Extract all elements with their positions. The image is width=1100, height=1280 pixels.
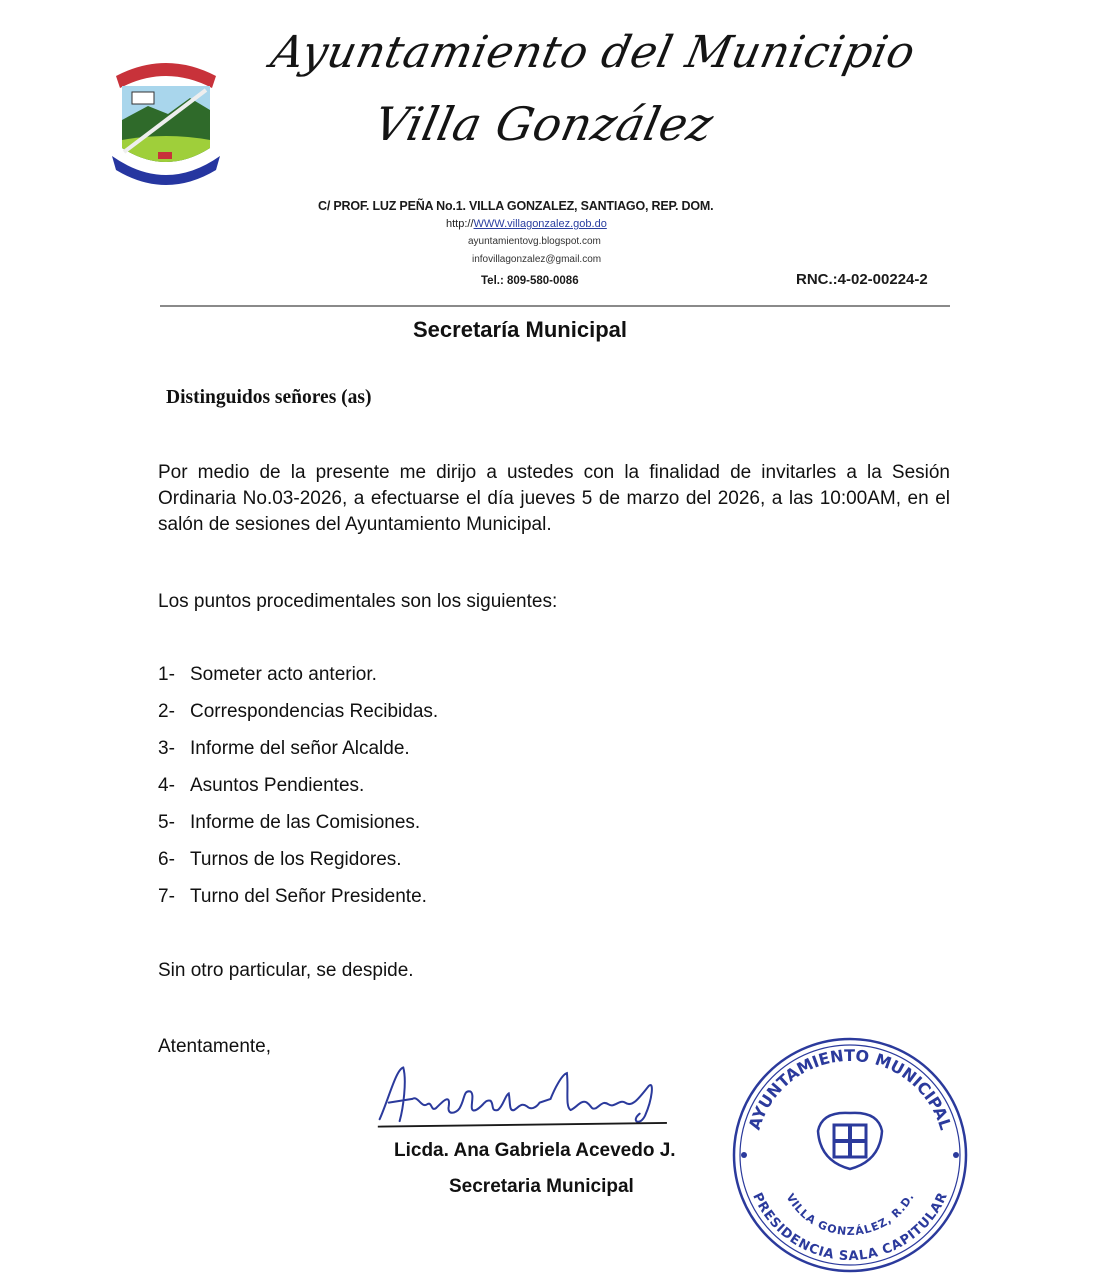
letterhead-email: infovillagonzalez@gmail.com [472, 254, 602, 265]
stamp-bottom-text: PRESIDENCIA SALA CAPITULAR [749, 1190, 951, 1264]
letterhead-website [446, 217, 607, 231]
agenda-item [158, 699, 438, 736]
section-title: Secretaría Municipal [413, 317, 627, 342]
signer-role: Secretaria Municipal [449, 1176, 634, 1197]
agenda-item-number: 4- [158, 775, 175, 796]
agenda-list [158, 662, 438, 921]
header-divider [160, 305, 950, 307]
coat-of-arms-icon [818, 1113, 882, 1169]
agenda-item-text: Correspondencias Recibidas. [190, 701, 439, 722]
agenda-item [158, 884, 438, 921]
letterhead-blog: ayuntamientovg.blogspot.com [468, 236, 601, 247]
agenda-item-text: Informe de las Comisiones. [190, 812, 421, 833]
agenda-item-number: 5- [158, 812, 175, 833]
agenda-item-number: 3- [158, 738, 175, 759]
agenda-item-text: Informe del señor Alcalde. [190, 738, 410, 759]
logo-top-ribbon [116, 63, 216, 88]
agenda-item-text: Turnos de los Regidores. [190, 849, 402, 870]
agenda-item-number: 2- [158, 701, 175, 722]
handwritten-signature [376, 1062, 676, 1134]
agenda-item-number: 1- [158, 664, 175, 685]
website-prefix: http:// [446, 218, 474, 230]
closing-line: Sin otro particular, se despide. [158, 960, 414, 981]
agenda-item-number: 6- [158, 849, 175, 870]
agenda-item [158, 810, 438, 847]
municipal-coat-of-arms-logo [108, 48, 224, 194]
letterhead-phone: Tel.: 809-580-0086 [481, 275, 579, 287]
agenda-item [158, 736, 438, 773]
agenda-item [158, 773, 438, 810]
body-paragraph: Por medio de la presente me dirijo a ustedes con la finalidad de invitarles a la Sesión Ordinaria No.03-2026, a efectuarse el día jueves 5 de marzo del 2026, a las 10:00AM, en el salón de sesiones del Ayuntamiento Municipal. [158, 462, 950, 535]
agenda-item-text: Someter acto anterior. [190, 664, 377, 685]
agenda-item-number: 7- [158, 886, 175, 907]
website-link[interactable]: WWW.villagonzalez.gob.do [473, 218, 607, 230]
letterhead-address: C/ PROF. LUZ PEÑA No.1. VILLA GONZALEZ, SANTIAGO, REP. DOM. [318, 199, 714, 213]
logo-emblem [158, 152, 172, 159]
agenda-item-text: Turno del Señor Presidente. [190, 886, 427, 907]
letterhead-title-line1: Ayuntamiento del Municipio [266, 27, 920, 78]
agenda-item [158, 662, 438, 699]
salutation: Distinguidos señores (as) [166, 387, 372, 408]
stamp-top-text: AYUNTAMIENTO MUNICIPAL [744, 1046, 956, 1133]
letterhead-rnc: RNC.:4-02-00224-2 [796, 271, 928, 288]
signer-name: Licda. Ana Gabriela Acevedo J. [394, 1140, 676, 1161]
agenda-intro: Los puntos procedimentales son los siguientes: [158, 591, 558, 612]
stamp-bottom-text-2: VILLA GONZÁLEZ, R.D. [783, 1191, 917, 1239]
signature-line [378, 1123, 667, 1127]
agenda-item-text: Asuntos Pendientes. [190, 775, 365, 796]
agenda-item [158, 847, 438, 884]
official-seal-stamp [730, 1035, 970, 1275]
book-icon [132, 92, 154, 104]
letterhead-title-line2: Villa González [369, 97, 719, 151]
regards-line: Atentamente, [158, 1036, 272, 1057]
